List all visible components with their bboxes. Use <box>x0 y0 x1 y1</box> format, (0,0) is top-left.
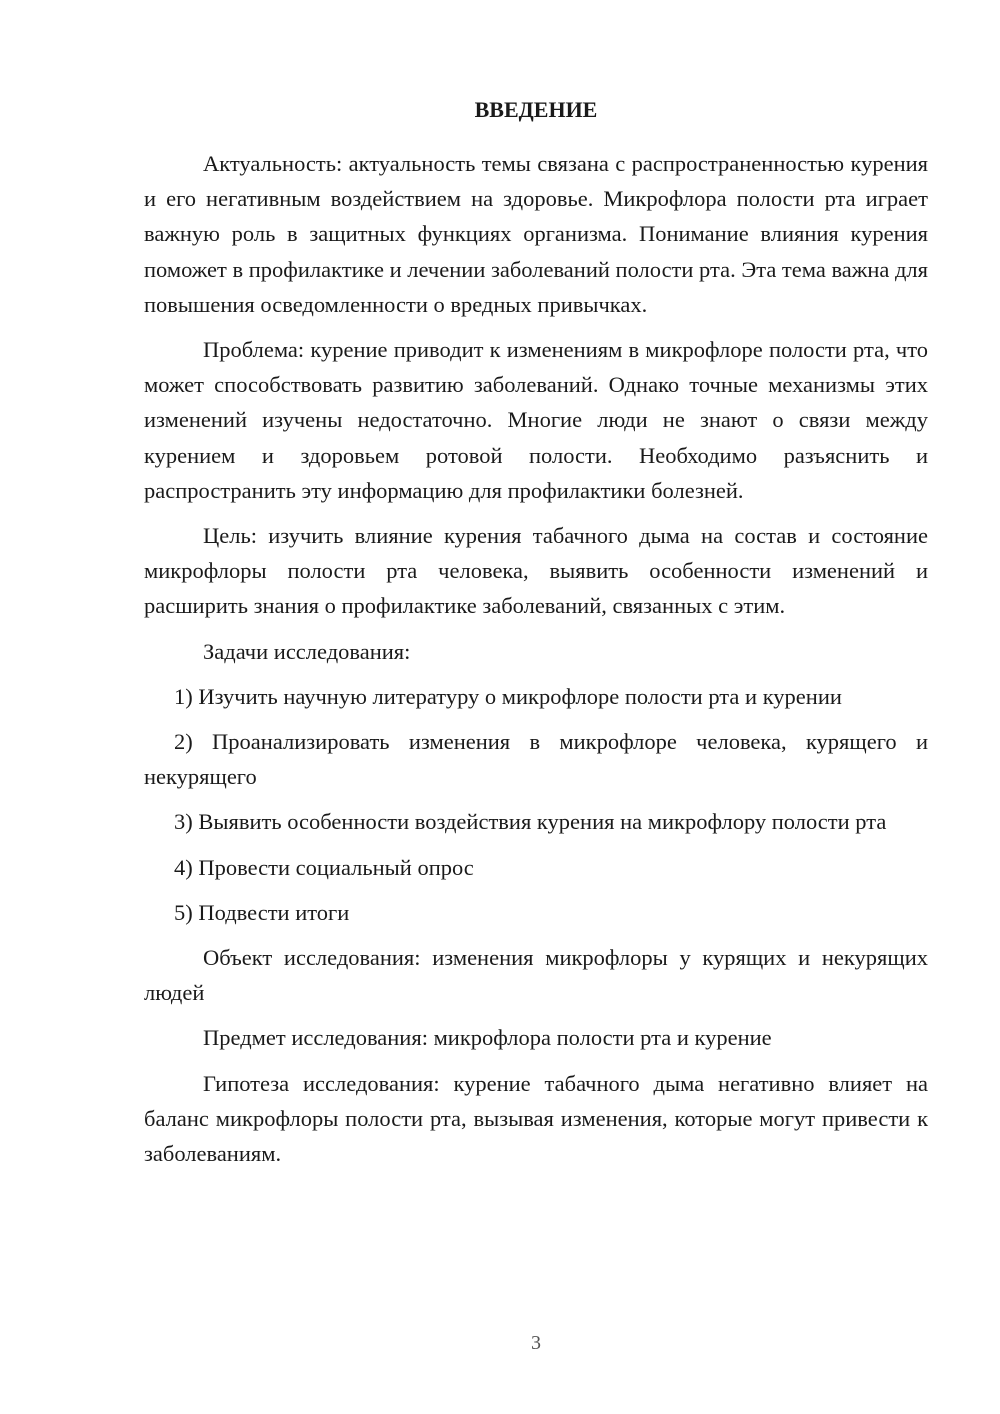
subject-paragraph: Предмет исследования: микрофлора полости рта и курение <box>203 1025 772 1051</box>
task-item-4: 4) Провести социальный опрос <box>174 854 474 880</box>
page-number: 3 <box>531 1332 541 1354</box>
problem-paragraph: Проблема: курение приводит к изменениям в микрофлоре полости рта, что может способствовать развитию заболеваний. Однако точные механизмы этих изменений изучены недостаточно. Многие люди не знают о связи между курением и здоровьем ротовой полости. Необходимо разъяснить и распространить эту информацию для профилактики болезней. <box>144 337 928 503</box>
hypothesis-paragraph: Гипотеза исследования: курение табачного дыма негативно влияет на баланс микрофлоры полости рта, вызывая изменения, которые могут привести к заболеваниям. <box>144 1070 928 1167</box>
task-item-2: 2) Проанализировать изменения в микрофлоре человека, курящего и некурящего <box>144 729 928 790</box>
relevance-paragraph: Актуальность: актуальность темы связана с распространенностью курения и его негативным воздействием на здоровье. Микрофлора полости рта играет важную роль в защитных функциях организма. Понимание влияния курения поможет в профилактике и лечении заболеваний полости рта. Эта тема важна для повышения осведомленности о вредных привычках. <box>144 151 928 317</box>
tasks-heading: Задачи исследования: <box>203 638 411 664</box>
task-item-1: 1) Изучить научную литературу о микрофлоре полости рта и курении <box>174 683 842 709</box>
page-title: ВВЕДЕНИЕ <box>474 97 598 122</box>
task-item-3: 3) Выявить особенности воздействия курения на микрофлору полости рта <box>174 809 887 835</box>
object-paragraph: Объект исследования: изменения микрофлоры у курящих и некурящих людей <box>144 945 928 1006</box>
task-item-5: 5) Подвести итоги <box>174 899 350 925</box>
document-page <box>144 92 928 1181</box>
goal-paragraph: Цель: изучить влияние курения табачного дыма на состав и состояние микрофлоры полости рта человека, выявить особенности изменений и расширить знания о профилактике заболеваний, связанных с этим. <box>144 523 928 619</box>
